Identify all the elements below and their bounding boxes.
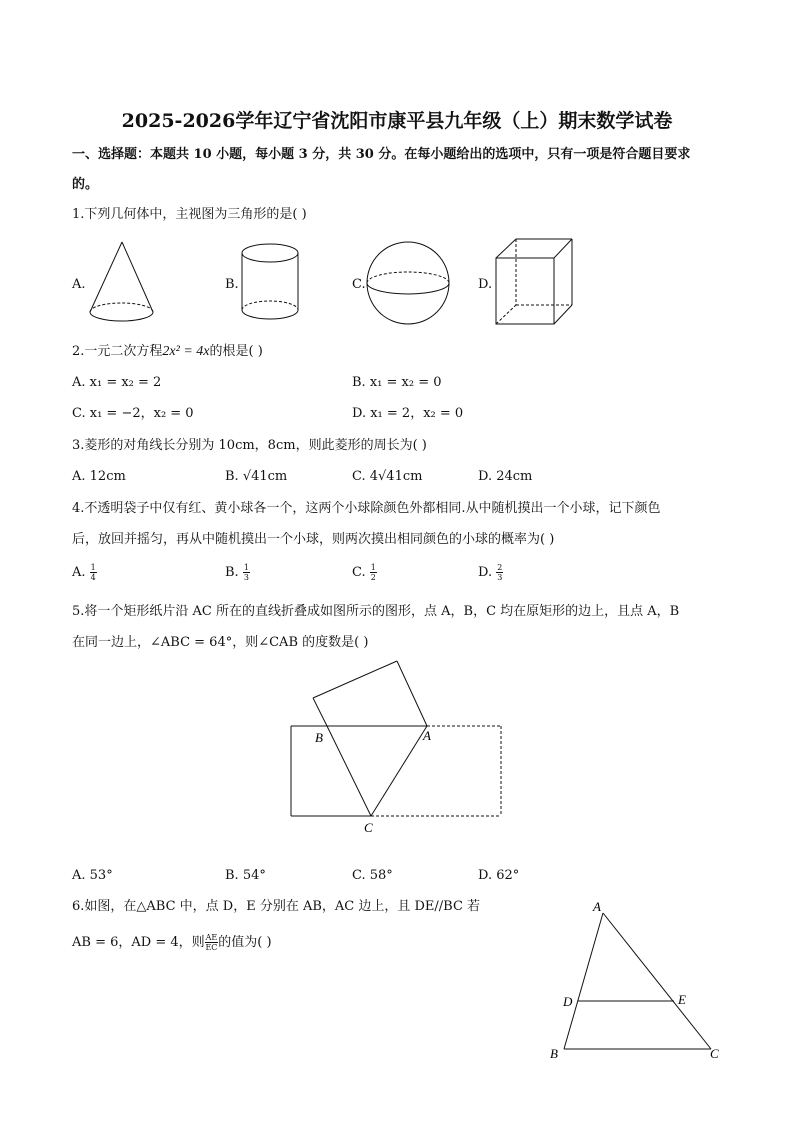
cube-figure — [495, 238, 575, 328]
q4-option-c-fraction — [370, 563, 377, 582]
q5-label-a: A — [423, 728, 431, 743]
q4-option-d-label: D. — [478, 565, 493, 580]
q4-c-denominator: 2 — [370, 573, 376, 582]
q4-option-a-fraction — [90, 563, 97, 582]
exam-title: 2025-2026学年辽宁省沈阳市康平县九年级（上）期末数学试卷 — [121, 110, 673, 132]
q6-line2-suffix: 的值为( ) — [218, 935, 272, 950]
q1-option-a-label: A. — [72, 277, 86, 292]
q4-c-numerator: 1 — [370, 563, 376, 572]
q5-option-d: D. 62° — [478, 868, 520, 883]
q2-option-d: D. x₁ = 2，x₂ = 0 — [352, 406, 464, 421]
q6-label-a: A — [593, 899, 601, 914]
cone-figure — [85, 240, 160, 325]
q5-stem-line2: 在同一边上，∠ABC = 64°，则∠CAB 的度数是( ) — [72, 635, 369, 650]
q1-stem: 1.下列几何体中，主视图为三角形的是( ) — [72, 207, 307, 222]
q5-option-b: B. 54° — [225, 868, 266, 883]
q5-label-c: C — [364, 820, 373, 835]
q6-stem-line2 — [72, 933, 272, 952]
q5-option-c: C. 58° — [352, 868, 393, 883]
cylinder-figure — [240, 240, 305, 325]
section-heading-line1: 一、选择题：本题共 10 小题，每小题 3 分，共 30 分。在每小题给出的选项中，只有一项是符合题目要求 — [72, 147, 691, 162]
q4-option-a — [72, 563, 97, 582]
q3-option-d: D. 24cm — [478, 469, 533, 484]
q6-line2-prefix: AB = 6，AD = 4，则 — [72, 935, 205, 950]
q4-b-denominator: 3 — [243, 573, 249, 582]
q4-stem-line1: 4.不透明袋子中仅有红、黄小球各一个，这两个小球除颜色外都相同.从中随机摸出一个小球，记下颜色 — [72, 501, 661, 516]
q4-a-denominator: 4 — [90, 573, 96, 582]
q2-option-b: B. x₁ = x₂ = 0 — [352, 375, 442, 390]
q4-option-b-fraction — [243, 563, 250, 582]
sphere-figure — [367, 242, 452, 327]
section-heading-line2: 的。 — [72, 177, 99, 192]
q2-equation: 2x² = 4x — [162, 344, 210, 359]
q5-label-b: B — [315, 730, 323, 745]
q4-option-d-fraction — [496, 563, 503, 582]
q1-option-b-label: B. — [225, 277, 239, 292]
q2-stem-suffix: 的根是( ) — [209, 344, 263, 359]
q6-label-d: D — [563, 994, 573, 1009]
q4-option-c-label: C. — [352, 565, 366, 580]
q4-option-b — [225, 563, 250, 582]
triangle-figure — [545, 895, 725, 1070]
folded-rectangle-figure — [285, 655, 510, 840]
q4-stem-line2: 后，放回并摇匀，再从中随机摸出一个小球，则两次摸出相同颜色的小球的概率为( ) — [72, 532, 555, 547]
q2-option-a: A. x₁ = x₂ = 2 — [72, 375, 162, 390]
q3-option-c: C. 4√41cm — [352, 469, 423, 484]
q4-b-numerator: 1 — [243, 563, 249, 572]
q4-d-numerator: 2 — [497, 563, 503, 572]
q3-option-b: B. √41cm — [225, 469, 288, 484]
q1-option-c-label: C. — [352, 277, 366, 292]
q3-stem: 3.菱形的对角线长分别为 10cm，8cm，则此菱形的周长为( ) — [72, 438, 427, 453]
q6-stem-line1: 6.如图，在△ABC 中，点 D，E 分别在 AB，AC 边上，且 DE//BC 若 — [72, 899, 481, 914]
q3-option-a: A. 12cm — [72, 469, 126, 484]
q4-a-numerator: 1 — [90, 563, 96, 572]
q2-stem-prefix: 2.一元二次方程 — [72, 344, 163, 359]
q6-label-b: B — [550, 1046, 558, 1061]
q1-option-d-label: D. — [478, 277, 493, 292]
q6-fraction — [205, 933, 219, 952]
q2-stem — [72, 344, 263, 360]
q6-label-e: E — [678, 992, 686, 1007]
q5-option-a: A. 53° — [72, 868, 113, 883]
q6-frac-numerator: AE — [205, 933, 218, 942]
q4-option-b-label: B. — [225, 565, 239, 580]
q4-option-d — [478, 563, 503, 582]
q4-option-a-label: A. — [72, 565, 86, 580]
q4-d-denominator: 3 — [497, 573, 503, 582]
q6-frac-denominator: EC — [205, 943, 218, 952]
q6-label-c: C — [710, 1046, 719, 1061]
q5-stem-line1: 5.将一个矩形纸片沿 AC 所在的直线折叠成如图所示的图形，点 A，B，C 均在原矩形的边上，且点 A，B — [72, 604, 680, 619]
q2-option-c: C. x₁ = −2，x₂ = 0 — [72, 406, 194, 421]
q4-option-c — [352, 563, 377, 582]
